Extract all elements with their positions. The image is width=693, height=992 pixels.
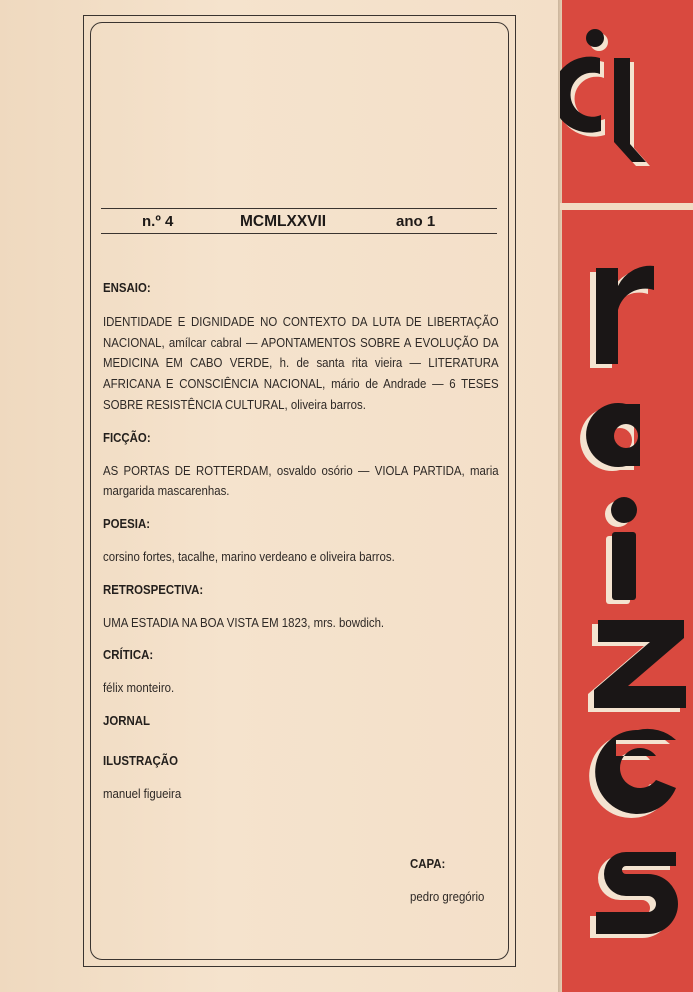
band-divider xyxy=(560,203,693,210)
table-of-contents xyxy=(103,278,499,804)
section-title-critica: CRÍTICA: xyxy=(103,647,154,663)
cover-title-raizes xyxy=(560,210,693,992)
issue-number: n.º 4 xyxy=(142,213,174,230)
cover-credit xyxy=(410,854,484,908)
section-title-poesia: POESIA: xyxy=(103,516,151,532)
section-body-ensaio: IDENTIDADE E DIGNIDADE NO CONTEXTO DA LUTA DE LIBERTAÇÃO NACIONAL, amílcar cabral — APONTAMENTOS SOBRE A EVOLUÇÃO DA MEDICINA EM CABO VERDE, h. de santa rita vieira — LITERATURA AFRICANA E CONSCIÊNCIA NACIONAL, mário de Andrade — 6 TESES SOBRE RESISTÊNCIA CULTURAL, oliveira barros. xyxy=(103,313,499,412)
masthead xyxy=(101,208,497,234)
section-title-jornal: JORNAL xyxy=(103,712,151,728)
section-title-capa: CAPA: xyxy=(410,856,446,871)
section-title-ilustracao: ILUSTRAÇÃO xyxy=(103,752,178,768)
roman-year: MCMLXXVII xyxy=(240,213,327,230)
volume-year: ano 1 xyxy=(396,213,436,230)
section-body-ilustracao: manuel figueira xyxy=(103,785,182,801)
section-body-capa: pedro gregório xyxy=(410,888,485,904)
section-title-ensaio: ENSAIO: xyxy=(103,280,151,295)
section-title-ficcao: FICÇÃO: xyxy=(103,429,151,445)
section-body-ficcao: AS PORTAS DE ROTTERDAM, osvaldo osório — VIOLA PARTIDA, maria margarida mascarenhas. xyxy=(103,462,499,499)
section-body-critica: félix monteiro. xyxy=(103,680,175,696)
logo-emblem xyxy=(560,0,693,203)
section-title-retrospectiva: RETROSPECTIVA: xyxy=(103,581,204,597)
section-body-retrospectiva: UMA ESTADIA NA BOA VISTA EM 1823, mrs. bowdich. xyxy=(103,614,385,630)
section-body-poesia: corsino fortes, tacalhe, marino verdeano e oliveira barros. xyxy=(103,548,395,564)
